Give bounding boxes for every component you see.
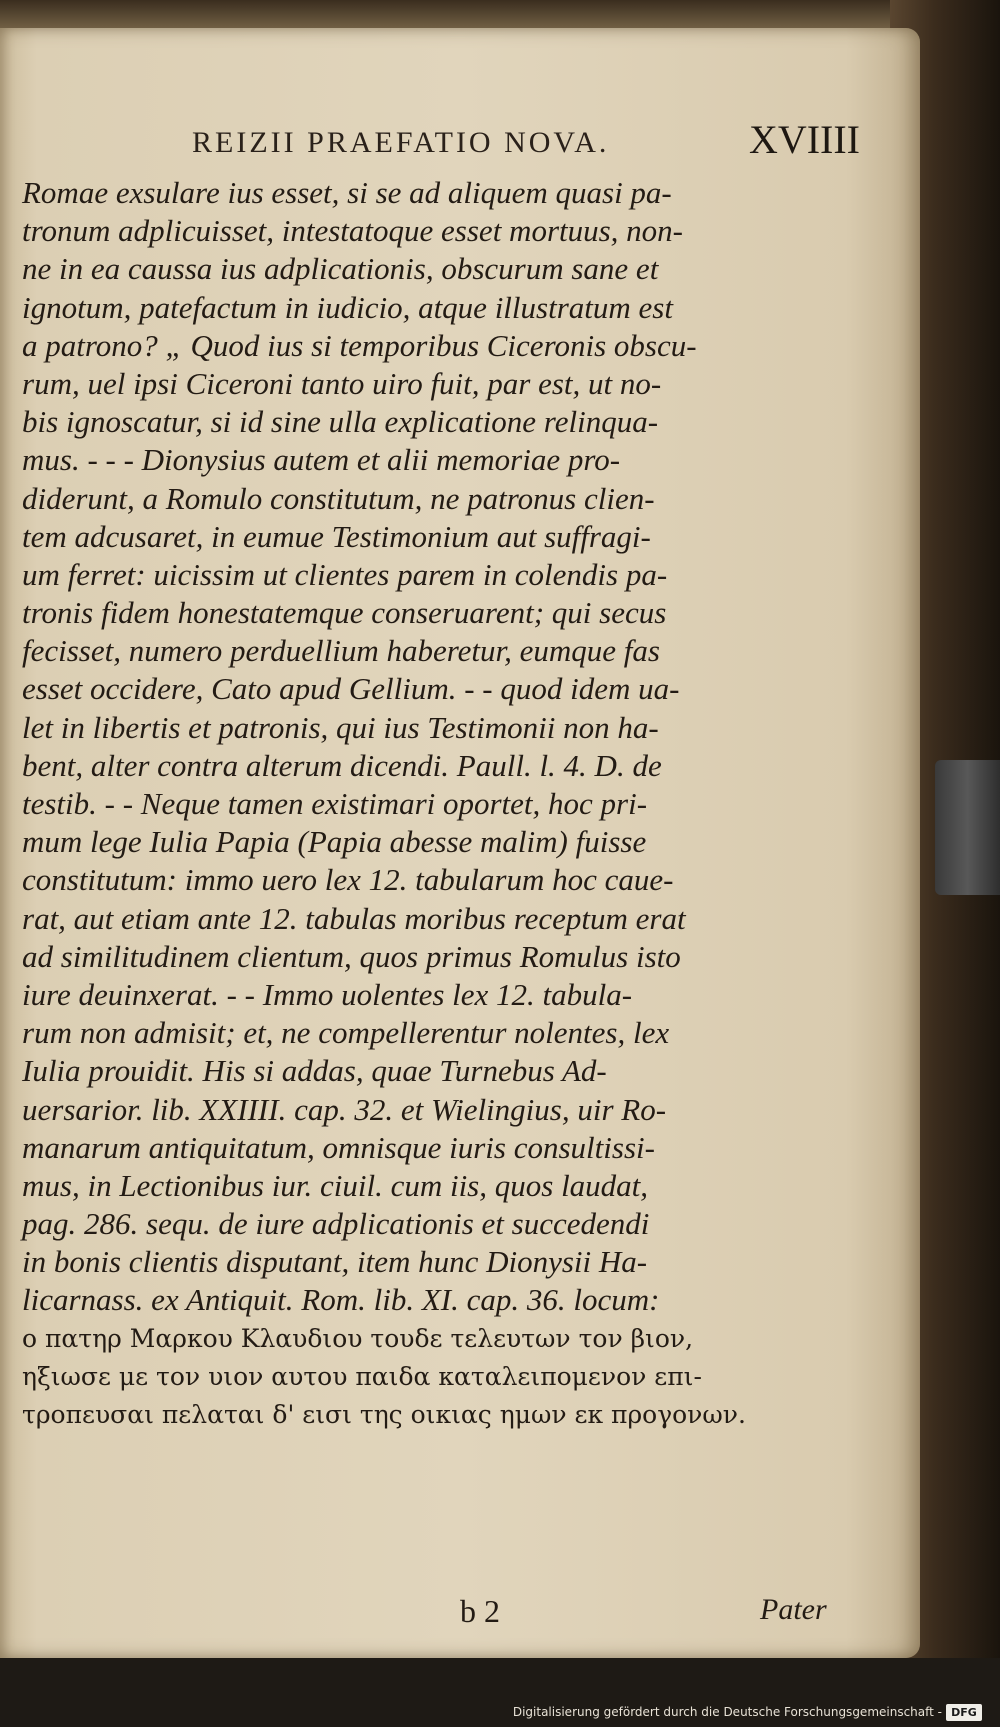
dfg-logo-icon: DFG xyxy=(946,1704,982,1721)
text-line: Iulia prouidit. His si addas, quae Turnebus Ad- xyxy=(22,1053,607,1089)
text-line: ignotum, patefactum in iudicio, atque illustratum est xyxy=(22,289,673,325)
text-line: pag. 286. sequ. de iure adplicationis et succedendi xyxy=(22,1206,650,1242)
text-line: iure deuinxerat. - - Immo uolentes lex 12. tabula- xyxy=(22,976,633,1012)
text-line: um ferret: uicissim ut clientes parem in colendis pa- xyxy=(22,556,668,592)
text-line: rat, aut etiam ante 12. tabulas moribus receptum erat xyxy=(22,900,686,936)
text-line: licarnass. ex Antiquit. Rom. lib. XI. cap. 36. locum: xyxy=(22,1282,660,1318)
text-line: mum lege Iulia Papia (Papia abesse malim) fuisse xyxy=(22,824,647,860)
text-line: in bonis clientis disputant, item hunc Dionysii Ha- xyxy=(22,1244,648,1280)
text-line: uersarior. lib. XXIIII. cap. 32. et Wielingius, uir Ro- xyxy=(22,1091,667,1127)
text-line: let in libertis et patronis, qui ius Testimonii non ha- xyxy=(22,709,659,745)
text-line: rum, uel ipsi Ciceroni tanto uiro fuit, par est, ut no- xyxy=(22,365,662,401)
signature-mark: b 2 xyxy=(460,1593,500,1629)
text-line: manarum antiquitatum, omnisque iuris consultissi- xyxy=(22,1129,655,1165)
text-line: tronum adplicuisset, intestatoque esset mortuus, non- xyxy=(22,213,684,249)
text-line: a patrono? „ Quod ius si temporibus Ciceronis obscu- xyxy=(22,327,697,363)
text-line: constitutum: immo uero lex 12. tabularum hoc caue- xyxy=(22,862,674,898)
text-line: diderunt, a Romulo constitutum, ne patronus clien- xyxy=(22,480,655,516)
scan-footer-bar xyxy=(0,1658,1000,1727)
greek-quote-line: τροπευσαι πελαται δ' εισι της οικιας ημων εκ προγονων. xyxy=(22,1399,746,1429)
text-line: tem adcusaret, in eumue Testimonium aut suffragi- xyxy=(22,518,651,554)
greek-quote-line: ηξιωσε με τον υιον αυτου παιδα καταλειπομενον επι- xyxy=(22,1361,702,1391)
book-page xyxy=(0,28,920,1658)
bookmark-ribbon xyxy=(935,760,1000,895)
funding-credit: Digitalisierung gefördert durch die Deutsche Forschungsgemeinschaft - xyxy=(512,1705,942,1719)
text-line: Romae exsulare ius esset, si se ad aliquem quasi pa- xyxy=(22,175,672,210)
text-line: tronis fidem honestatemque conseruarent; qui secus xyxy=(22,595,667,631)
running-head: REIZII PRAEFATIO NOVA. xyxy=(192,126,610,159)
text-line: ad similitudinem clientum, quos primus Romulus isto xyxy=(22,938,681,974)
text-line: testib. - - Neque tamen existimari oportet, hoc pri- xyxy=(22,786,648,821)
text-line: rum non admisit; et, ne compellerentur nolentes, lex xyxy=(22,1015,670,1051)
text-line: ne in ea caussa ius adplicationis, obscurum sane et xyxy=(22,251,659,287)
page-footer xyxy=(0,1593,900,1653)
catchword: Pater xyxy=(760,1593,827,1626)
body-text xyxy=(22,174,852,1434)
greek-quote-line: ο πατηρ Μαρκου Κλαυδιου τουδε τελευτων τον βιον, xyxy=(22,1323,694,1353)
text-line: fecisset, numero perduellium haberetur, eumque fas xyxy=(22,633,660,669)
text-line: mus, in Lectionibus iur. ciuil. cum iis, quos laudat, xyxy=(22,1167,649,1203)
text-line: esset occidere, Cato apud Gellium. - - quod idem ua- xyxy=(22,671,680,707)
page-header xyxy=(170,98,870,162)
text-line: bent, alter contra alterum dicendi. Paull. l. 4. D. de xyxy=(22,747,662,783)
page-number: XVIIII xyxy=(748,117,860,162)
text-line: bis ignoscatur, si id sine ulla explicatione relinqua- xyxy=(22,404,659,440)
text-line: mus. - - - Dionysius autem et alii memoriae pro- xyxy=(22,442,621,478)
